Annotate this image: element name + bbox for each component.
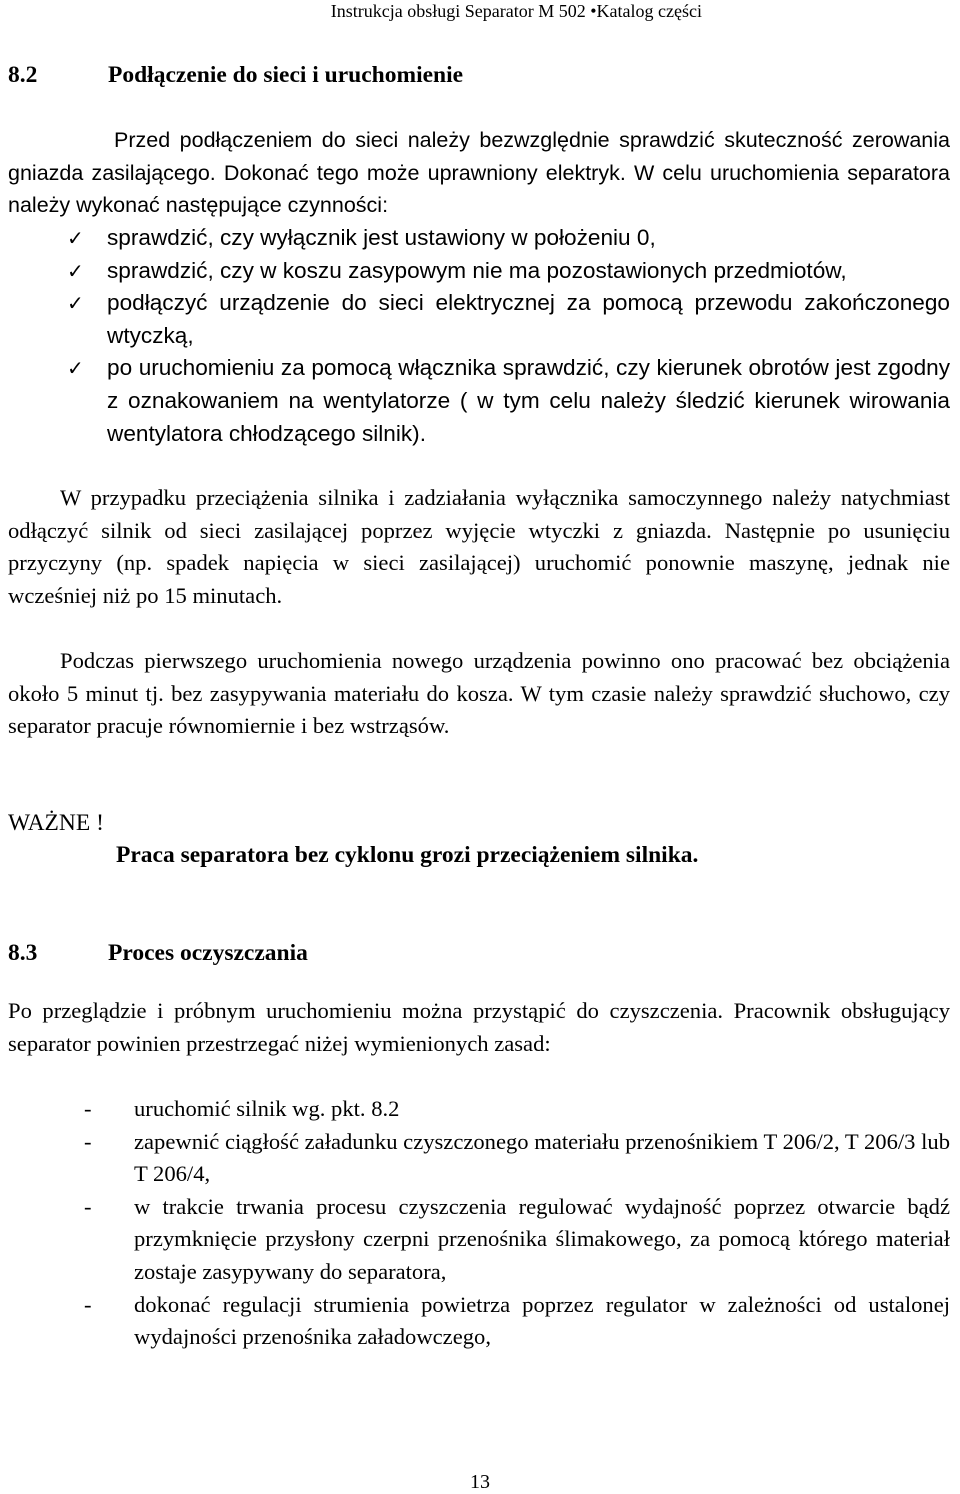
rule-item-text: dokonać regulacji strumienia powietrza poprzez regulator w zależności od ustalonej wydajności przenośnika załadowczego, bbox=[134, 1291, 950, 1350]
rule-item-text: zapewnić ciągłość załadunku czyszczonego materiału przenośnikiem T 206/2, T 206/3 lub T 206/4, bbox=[134, 1128, 950, 1187]
dash-bullet: - bbox=[84, 1096, 92, 1121]
checklist-item-text: po uruchomieniu za pomocą włącznika sprawdzić, czy kierunek obrotów jest zgodny z oznakowaniem na wentylatorze ( w tym celu należy śledzić kierunek wirowania wentylatora chłodzącego silnik). bbox=[107, 355, 950, 446]
checklist-item-text: podłączyć urządzenie do sieci elektrycznej za pomocą przewodu zakończonego wtyczką, bbox=[107, 290, 950, 348]
cleaning-intro-paragraph bbox=[8, 995, 950, 1060]
overload-paragraph bbox=[8, 482, 950, 612]
checklist-item bbox=[67, 222, 950, 255]
checklist-item bbox=[67, 352, 950, 450]
first-run-text: Podczas pierwszego uruchomienia nowego urządzenia powinno ono pracować bez obciążenia około 5 minut tj. bez zasypywania materiału do kosza. W tym czasie należy sprawdzić słuchowo, czy separator pracuje równomiernie i bez wstrząsów. bbox=[8, 648, 950, 739]
dash-bullet: - bbox=[84, 1291, 92, 1317]
cleaning-intro-text: Po przeglądzie i próbnym uruchomieniu można przystąpić do czyszczenia. Pracownik obsługujący separator powinien przestrzegać niżej wymienionych zasad: bbox=[8, 998, 950, 1056]
page-number: 13 bbox=[470, 1471, 490, 1493]
checkmark-icon: ✓ bbox=[67, 291, 84, 316]
running-header: Instrukcja obsługi Separator M 502 •Katalog części bbox=[330, 1, 702, 21]
dash-bullet: - bbox=[84, 1128, 92, 1154]
warning-text: Praca separatora bez cyklonu grozi przeciążeniem silnika. bbox=[116, 842, 699, 868]
checklist-item bbox=[67, 287, 950, 352]
checkmark-icon: ✓ bbox=[67, 356, 84, 381]
rule-item-text: w trakcie trwania procesu czyszczenia regulować wydajność poprzez otwarcie bądź przymknięcie przysłony czerpni przenośnika ślimakowego, za pomocą którego materiał zostaje zasypywany do separatora, bbox=[134, 1193, 950, 1284]
checkmark-icon: ✓ bbox=[67, 258, 84, 283]
dash-bullet: - bbox=[84, 1193, 92, 1219]
rule-item bbox=[84, 1093, 950, 1126]
first-run-paragraph bbox=[8, 645, 950, 743]
checklist-item-text: sprawdzić, czy wyłącznik jest ustawiony w położeniu 0, bbox=[107, 225, 656, 250]
section-title: Podłączenie do sieci i uruchomienie bbox=[108, 62, 464, 88]
rule-item bbox=[84, 1126, 950, 1191]
checkmark-icon: ✓ bbox=[67, 226, 84, 250]
rule-item-text: uruchomić silnik wg. pkt. 8.2 bbox=[134, 1096, 400, 1121]
checklist-item bbox=[67, 255, 950, 288]
intro-paragraph bbox=[8, 124, 950, 222]
rules-list bbox=[84, 1093, 950, 1354]
section-title: Proces oczyszczania bbox=[108, 940, 308, 966]
rule-item bbox=[84, 1289, 950, 1354]
warning-label: WAŻNE ! bbox=[8, 810, 104, 836]
intro-text: Przed podłączeniem do sieci należy bezwzględnie sprawdzić skuteczność zerowania gniazda zasilającego. Dokonać tego może uprawniony elektryk. W celu uruchomienia separatora należy wykonać następujące czynności: bbox=[8, 128, 950, 218]
rule-item bbox=[84, 1191, 950, 1289]
section-number: 8.2 bbox=[8, 62, 38, 88]
checklist bbox=[67, 222, 950, 450]
checklist-item-text: sprawdzić, czy w koszu zasypowym nie ma pozostawionych przedmiotów, bbox=[107, 257, 847, 283]
section-number: 8.3 bbox=[8, 940, 38, 966]
overload-text: W przypadku przeciążenia silnika i zadziałania wyłącznika samoczynnego należy natychmiast odłączyć silnik od sieci zasilającej poprzez wyjęcie wtyczki z gniazda. Następnie po usunięciu przyczyny (np. spadek napięcia w sieci zasilającej) uruchomić ponownie maszynę, jednak nie wcześniej niż po 15 minutach. bbox=[8, 485, 950, 608]
